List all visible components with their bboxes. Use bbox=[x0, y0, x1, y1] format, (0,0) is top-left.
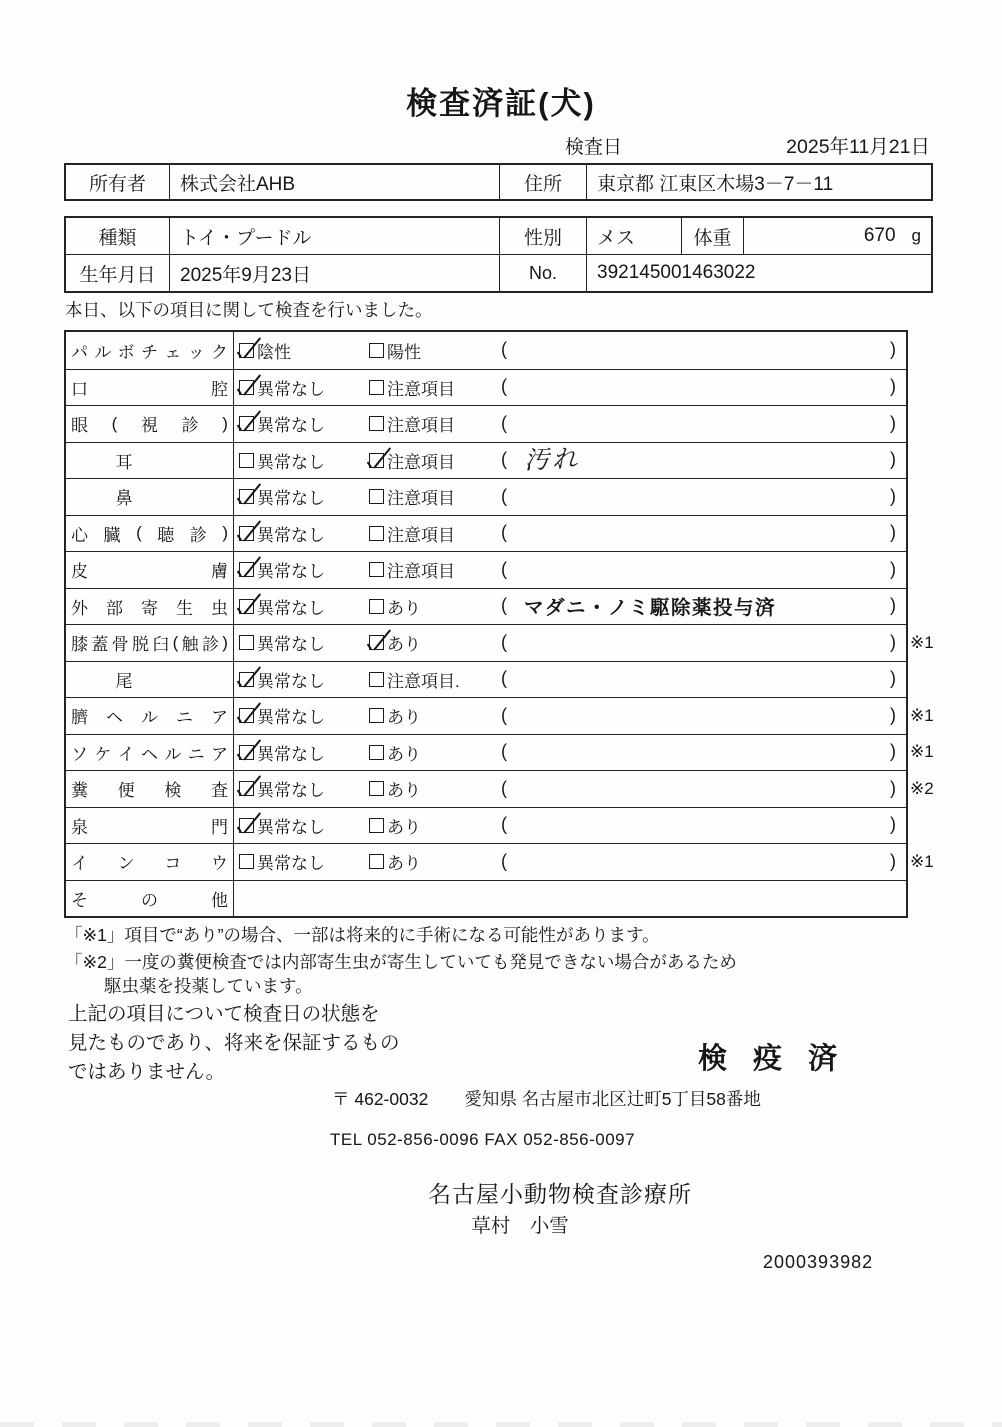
paren-open: ( bbox=[501, 704, 507, 725]
option-2 bbox=[369, 735, 421, 771]
checkbox-icon bbox=[239, 343, 254, 358]
option-2 bbox=[369, 332, 421, 369]
option-label: あり bbox=[387, 635, 421, 655]
serial-number: 2000393982 bbox=[763, 1252, 874, 1272]
option-1 bbox=[239, 479, 325, 515]
checkbox-icon bbox=[369, 343, 384, 358]
checkbox-icon bbox=[239, 599, 254, 614]
checkbox-icon bbox=[239, 526, 254, 541]
clinic-address: 愛知県 名古屋市北区辻町5丁目58番地 bbox=[464, 1089, 761, 1109]
table-row-nose bbox=[66, 478, 906, 515]
number-label: No. bbox=[499, 255, 586, 291]
option-2 bbox=[369, 443, 455, 479]
paren-close: ) bbox=[890, 339, 896, 360]
weight-value-cell bbox=[743, 218, 931, 254]
row-label: 糞 便 検 査 bbox=[66, 771, 234, 807]
scan-edge-artifact bbox=[0, 1422, 1002, 1427]
row-content bbox=[234, 332, 906, 369]
option-label: 注意項目 bbox=[387, 489, 455, 509]
option-2 bbox=[369, 479, 455, 515]
option-1 bbox=[239, 552, 325, 588]
paren-open: ( bbox=[501, 777, 507, 798]
address-value: 東京都 江東区木場3－7－11 bbox=[586, 165, 931, 199]
footnote-2-line1: 「※2」一度の糞便検査では内部寄生虫が寄生していても発見できない場合があるため bbox=[65, 952, 737, 972]
option-label: 注意項目 bbox=[387, 562, 455, 582]
option-2 bbox=[369, 589, 421, 625]
owner-value: 株式会社AHB bbox=[169, 165, 499, 199]
row-label: 心 臓 ( 聴 診 ) bbox=[66, 516, 234, 552]
paren-close: ) bbox=[890, 668, 896, 689]
option-1 bbox=[239, 332, 291, 369]
table-row-patella bbox=[66, 624, 934, 661]
checkbox-icon bbox=[239, 416, 254, 431]
row-label: 鼻 bbox=[66, 479, 234, 515]
table-row-mouth bbox=[66, 369, 906, 406]
option-1 bbox=[239, 370, 325, 406]
option-label: 異常なし bbox=[257, 525, 325, 545]
paren-close: ) bbox=[890, 595, 896, 616]
paren-open: ( bbox=[501, 522, 507, 543]
checkbox-icon bbox=[239, 818, 254, 833]
quarantine-stamp: 検 疫 済 bbox=[698, 1043, 847, 1075]
checkbox-icon bbox=[239, 453, 254, 468]
table-row-eyes bbox=[66, 405, 906, 442]
checkbox-icon bbox=[369, 380, 384, 395]
row-content bbox=[234, 662, 906, 698]
paren-open: ( bbox=[501, 558, 507, 579]
table-row-ectoparasites bbox=[66, 588, 906, 625]
option-2 bbox=[369, 552, 455, 588]
option-label: 異常なし bbox=[257, 598, 325, 618]
paren-close: ) bbox=[890, 704, 896, 725]
exam-date-label: 検査日 bbox=[565, 137, 623, 158]
option-1 bbox=[239, 808, 325, 844]
option-label: 異常なし bbox=[257, 744, 325, 764]
option-label: 注意項目. bbox=[387, 671, 460, 691]
option-label: あり bbox=[387, 708, 421, 728]
weight-unit: g bbox=[911, 226, 921, 245]
row-content bbox=[234, 589, 906, 625]
table-row-fontanelle bbox=[66, 807, 906, 844]
option-label: あり bbox=[387, 854, 421, 874]
option-label: 注意項目 bbox=[387, 525, 455, 545]
checkbox-icon bbox=[369, 672, 384, 687]
option-label: 注意項目 bbox=[387, 379, 455, 399]
option-2 bbox=[369, 698, 421, 734]
footnote-2-line2: 駆虫薬を投薬しています。 bbox=[104, 976, 313, 996]
option-2 bbox=[369, 370, 455, 406]
paren-close: ) bbox=[890, 485, 896, 506]
option-1 bbox=[239, 589, 325, 625]
table-row-heart bbox=[66, 515, 906, 552]
option-2 bbox=[369, 662, 460, 698]
row-content bbox=[234, 735, 906, 771]
owner-label: 所有者 bbox=[88, 173, 146, 195]
paren-close: ) bbox=[890, 449, 896, 470]
footnote-marker: ※1 bbox=[910, 851, 934, 871]
paren-close: ) bbox=[890, 777, 896, 798]
option-label: あり bbox=[387, 744, 421, 764]
checkbox-icon bbox=[239, 708, 254, 723]
paren-open: ( bbox=[501, 631, 507, 652]
option-label: 異常なし bbox=[257, 854, 325, 874]
page-title: 検査済証(犬) bbox=[406, 86, 596, 121]
option-1 bbox=[239, 698, 325, 734]
checkbox-icon bbox=[239, 635, 254, 650]
table-row-other bbox=[66, 880, 906, 917]
disclaimer-line2: 見たものであり、将来を保証するもの bbox=[68, 1032, 400, 1054]
row-content bbox=[234, 552, 906, 588]
option-1 bbox=[239, 771, 325, 807]
option-1 bbox=[239, 844, 325, 880]
row-label: パ ル ボ チ ェ ッ ク bbox=[66, 332, 234, 369]
option-label: 異常なし bbox=[257, 708, 325, 728]
table-row-throat bbox=[66, 843, 934, 880]
option-label: 陽性 bbox=[387, 342, 421, 362]
checkbox-icon bbox=[369, 562, 384, 577]
checkbox-icon bbox=[369, 635, 384, 650]
treatment-note: マダニ・ノミ駆除薬投与済 bbox=[524, 597, 777, 620]
paren-open: ( bbox=[501, 595, 507, 616]
table-row-inguinal-hernia bbox=[66, 734, 934, 771]
option-label: あり bbox=[387, 817, 421, 837]
option-1 bbox=[239, 406, 325, 442]
row-content bbox=[234, 479, 906, 515]
row-content-empty bbox=[234, 881, 906, 917]
checkbox-icon bbox=[369, 745, 384, 760]
postal-code: 〒 462-0032 bbox=[332, 1089, 429, 1109]
paren-close: ) bbox=[890, 522, 896, 543]
row-label: 膝 蓋 骨 脱 臼 ( 触 診 ) bbox=[66, 625, 234, 661]
option-label: 異常なし bbox=[257, 671, 325, 691]
species-value: トイ・プードル bbox=[169, 218, 499, 254]
handwritten-note: 汚れ bbox=[523, 445, 581, 476]
inspection-table bbox=[64, 330, 934, 918]
row-content bbox=[234, 443, 906, 479]
option-label: あり bbox=[387, 598, 421, 618]
checkbox-icon bbox=[369, 781, 384, 796]
checkbox-icon bbox=[239, 489, 254, 504]
option-label: 注意項目 bbox=[387, 452, 455, 472]
table-row-skin bbox=[66, 551, 906, 588]
row-label: イ ン コ ウ bbox=[66, 844, 234, 880]
option-2 bbox=[369, 516, 455, 552]
footnote-marker: ※1 bbox=[910, 742, 934, 762]
option-2 bbox=[369, 406, 455, 442]
pet-table bbox=[64, 216, 933, 293]
option-1 bbox=[239, 443, 325, 479]
checkbox-icon bbox=[239, 781, 254, 796]
checkbox-icon bbox=[369, 489, 384, 504]
species-label: 種類 bbox=[98, 227, 137, 249]
option-label: 陰性 bbox=[257, 342, 291, 362]
option-label: 異常なし bbox=[257, 817, 325, 837]
row-label: 口 腔 bbox=[66, 370, 234, 406]
disclaimer bbox=[68, 1000, 400, 1087]
checkbox-icon bbox=[369, 708, 384, 723]
option-1 bbox=[239, 516, 325, 552]
exam-date-value: 2025年11月21日 bbox=[786, 136, 930, 158]
row-content bbox=[234, 370, 906, 406]
row-content bbox=[234, 625, 906, 661]
checkbox-icon bbox=[369, 526, 384, 541]
birth-label: 生年月日 bbox=[79, 264, 156, 286]
paren-open: ( bbox=[501, 814, 507, 835]
sex-label: 性別 bbox=[499, 218, 586, 254]
option-label: 異常なし bbox=[257, 489, 325, 509]
weight-value: 670 bbox=[863, 225, 896, 246]
pet-table-row-species bbox=[66, 218, 931, 254]
option-1 bbox=[239, 662, 325, 698]
row-content bbox=[234, 771, 906, 807]
birth-value: 2025年9月23日 bbox=[169, 255, 499, 291]
option-label: 異常なし bbox=[257, 781, 325, 801]
paren-open: ( bbox=[501, 485, 507, 506]
checkbox-icon bbox=[239, 380, 254, 395]
paren-open: ( bbox=[501, 376, 507, 397]
clinic-name: 名古屋小動物検査診療所 bbox=[428, 1181, 692, 1207]
option-label: 異常なし bbox=[257, 416, 325, 436]
paren-close: ) bbox=[890, 814, 896, 835]
footnote-marker: ※1 bbox=[910, 705, 934, 725]
address-label: 住所 bbox=[499, 165, 586, 199]
row-content bbox=[234, 698, 906, 734]
row-label: 泉 門 bbox=[66, 808, 234, 844]
veterinarian-name: 草村 小雪 bbox=[471, 1215, 569, 1237]
row-label: 尾 bbox=[66, 662, 234, 698]
row-label: 外 部 寄 生 虫 bbox=[66, 589, 234, 625]
option-2 bbox=[369, 808, 421, 844]
pet-table-row-birth bbox=[66, 254, 931, 291]
checkbox-icon bbox=[369, 854, 384, 869]
option-label: あり bbox=[387, 781, 421, 801]
paren-close: ) bbox=[890, 741, 896, 762]
number-value: 392145001463022 bbox=[586, 255, 931, 291]
row-label: 皮 膚 bbox=[66, 552, 234, 588]
paren-open: ( bbox=[501, 850, 507, 871]
option-1 bbox=[239, 735, 325, 771]
owner-table bbox=[64, 163, 933, 201]
paren-open: ( bbox=[501, 339, 507, 360]
sex-value: メス bbox=[586, 218, 681, 254]
table-row-fecal-exam bbox=[66, 770, 934, 807]
row-content bbox=[234, 406, 906, 442]
footnote-1: 「※1」項目で“あり”の場合、一部は将来的に手術になる可能性があります。 bbox=[65, 925, 660, 945]
row-label: 眼 ( 視 診 ) bbox=[66, 406, 234, 442]
intro-sentence: 本日、以下の項目に関して検査を行いました。 bbox=[65, 300, 433, 320]
checkbox-icon bbox=[239, 854, 254, 869]
table-row-tail bbox=[66, 661, 906, 698]
checkbox-icon bbox=[369, 416, 384, 431]
option-1 bbox=[239, 625, 325, 661]
clinic-tel-fax: TEL 052-856-0096 FAX 052-856-0097 bbox=[330, 1130, 636, 1149]
paren-open: ( bbox=[501, 449, 507, 470]
table-row-parvo bbox=[66, 332, 906, 369]
checkbox-icon bbox=[369, 818, 384, 833]
checkbox-icon bbox=[239, 562, 254, 577]
option-label: 異常なし bbox=[257, 562, 325, 582]
row-label: 臍 ヘ ル ニ ア bbox=[66, 698, 234, 734]
row-label: 耳 bbox=[66, 443, 234, 479]
paren-close: ) bbox=[890, 558, 896, 579]
option-label: 異常なし bbox=[257, 379, 325, 399]
option-label: 異常なし bbox=[257, 635, 325, 655]
option-2 bbox=[369, 625, 421, 661]
footnote-marker: ※1 bbox=[910, 632, 934, 652]
disclaimer-line1: 上記の項目について検査日の状態を bbox=[68, 1003, 380, 1025]
paren-close: ) bbox=[890, 631, 896, 652]
table-row-ears bbox=[66, 442, 906, 479]
row-content bbox=[234, 844, 906, 880]
clinic-address-line bbox=[332, 1086, 761, 1111]
option-label: 注意項目 bbox=[387, 416, 455, 436]
row-label: ソ ケ イ ヘ ル ニ ア bbox=[66, 735, 234, 771]
option-2 bbox=[369, 844, 421, 880]
paren-open: ( bbox=[501, 741, 507, 762]
option-2 bbox=[369, 771, 421, 807]
checkbox-icon bbox=[369, 453, 384, 468]
paren-open: ( bbox=[501, 668, 507, 689]
weight-label: 体重 bbox=[681, 218, 743, 254]
checkbox-icon bbox=[239, 745, 254, 760]
row-content bbox=[234, 516, 906, 552]
footnote-marker: ※2 bbox=[910, 778, 934, 798]
checkbox-icon bbox=[369, 599, 384, 614]
row-label: そ の 他 bbox=[66, 881, 234, 917]
table-row-umbilical-hernia bbox=[66, 697, 934, 734]
checkbox-icon bbox=[239, 672, 254, 687]
paren-open: ( bbox=[501, 412, 507, 433]
paren-close: ) bbox=[890, 850, 896, 871]
paren-close: ) bbox=[890, 376, 896, 397]
paren-close: ) bbox=[890, 412, 896, 433]
disclaimer-line3: ではありません。 bbox=[68, 1061, 226, 1083]
row-content bbox=[234, 808, 906, 844]
option-label: 異常なし bbox=[257, 452, 325, 472]
